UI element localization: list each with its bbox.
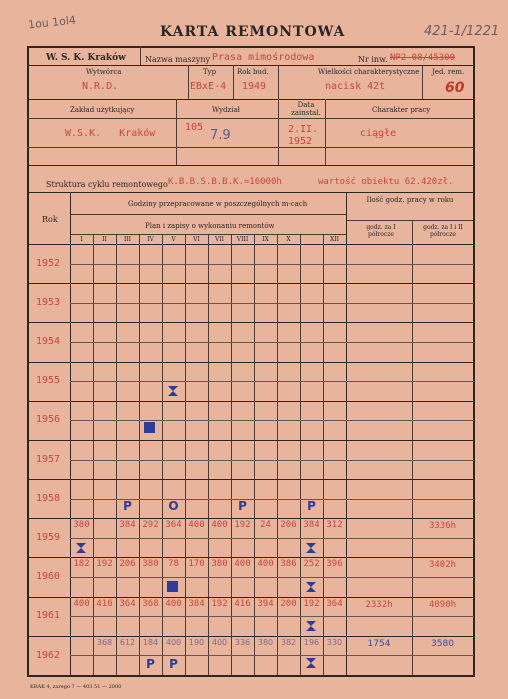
install-date-year: 1952 <box>288 136 313 147</box>
grid-line <box>70 616 474 617</box>
monthly-hours-cell: 170 <box>188 559 205 570</box>
monthly-hours-header: Godziny przepracowane w poszczególnych m-cach <box>128 200 308 208</box>
corner-handwritten-note: 1ou 1ol4 <box>27 13 77 32</box>
annual-hours: 4090h <box>428 599 457 610</box>
repair-plan-marker: P <box>238 498 247 513</box>
grid-line <box>162 234 163 675</box>
month-header: V <box>171 236 176 243</box>
monthly-hours-cell: 336 <box>234 637 251 647</box>
monthly-hours-cell: 190 <box>188 637 205 647</box>
work-type-value: ciągłe <box>360 128 397 139</box>
monthly-hours-cell: 400 <box>257 559 274 570</box>
grid-line <box>254 234 255 675</box>
monthly-hours-cell: 400 <box>165 598 182 609</box>
grid-line <box>70 303 474 304</box>
grid-line <box>185 234 186 675</box>
grid-line <box>27 557 474 558</box>
grid-line <box>27 440 474 441</box>
build-year-value: 1949 <box>242 81 267 92</box>
year-label: 1962 <box>36 649 61 661</box>
overhaul-marker-icon <box>305 581 317 593</box>
month-header: I <box>80 236 83 243</box>
month-header: III <box>123 236 132 243</box>
monthly-hours-cell: 416 <box>234 598 251 609</box>
year-label: 1960 <box>36 571 61 583</box>
monthly-hours-cell: 192 <box>234 520 251 531</box>
monthly-hours-cell: 368 <box>96 637 113 647</box>
month-header: VII <box>214 236 225 243</box>
grid-line <box>70 538 474 539</box>
grid-line <box>70 381 474 382</box>
grid-line <box>231 234 232 675</box>
monthly-hours-cell: 400 <box>165 637 182 647</box>
monthly-hours-cell: 416 <box>96 598 113 609</box>
grid-line <box>70 655 474 656</box>
repair-plan-marker: P <box>169 657 178 672</box>
grid-line <box>27 597 474 598</box>
monthly-hours-cell: 380 <box>211 559 228 570</box>
grid-line <box>27 283 474 284</box>
grid-line <box>27 479 474 480</box>
grid-line <box>70 460 474 461</box>
grid-line <box>27 401 474 402</box>
grid-line <box>27 518 474 519</box>
year-label: 1957 <box>36 453 61 465</box>
first-half-hours: 2332h <box>365 599 393 610</box>
month-header: II <box>102 236 107 243</box>
monthly-hours-cell: 364 <box>119 598 136 609</box>
grid-line <box>116 234 117 675</box>
type-value: EBxE-4 <box>190 81 227 92</box>
machine-name-value: Prasa mimośrodowa <box>212 52 315 63</box>
repair-plan-marker: P <box>123 498 132 513</box>
year-label: 1953 <box>36 296 61 308</box>
monthly-hours-cell: 192 <box>303 598 320 609</box>
repair-plan-header: Plan i zapisy o wykonaniu remontów <box>145 222 275 230</box>
month-header: XII <box>329 236 339 243</box>
overhaul-marker-icon <box>167 385 179 397</box>
type-label: Typ <box>203 68 217 76</box>
monthly-hours-cell: 182 <box>73 559 90 570</box>
monthly-hours-cell: 330 <box>326 637 343 647</box>
medium-repair-marker-icon <box>144 422 155 433</box>
inventory-value: NP2-08/45300 <box>390 53 456 63</box>
red-pencil-number: 60 <box>445 80 465 96</box>
month-header: IV <box>147 236 154 243</box>
grid-line <box>27 675 474 676</box>
monthly-hours-cell: 364 <box>326 598 343 609</box>
monthly-hours-cell: 184 <box>142 637 159 647</box>
printer-footer: KRAK 4, zarego 7 — 403 51 — 2000 <box>30 684 122 690</box>
overhaul-marker-icon <box>305 657 317 669</box>
cycle-structure-label: Struktura cyklu remontowego <box>46 180 168 189</box>
repair-plan-marker: P <box>307 498 316 513</box>
grid-line <box>27 636 474 637</box>
grid-line <box>208 234 209 675</box>
monthly-hours-cell: 394 <box>257 598 274 609</box>
grid-line <box>70 577 474 578</box>
monthly-hours-cell: 312 <box>326 520 343 531</box>
plant-label: Zakład użytkujący <box>70 106 135 114</box>
monthly-hours-cell: 206 <box>280 520 297 531</box>
month-header: VIII <box>236 236 249 243</box>
grid-line <box>300 234 301 675</box>
grid-line <box>93 234 94 675</box>
work-type-label: Charakter pracy <box>372 106 431 114</box>
monthly-hours-cell: 364 <box>165 520 182 531</box>
monthly-hours-cell: 384 <box>119 520 136 531</box>
grid-line <box>70 264 474 265</box>
monthly-hours-cell: 206 <box>119 559 136 570</box>
unit-label: Jed. rem. <box>432 68 465 76</box>
monthly-hours-cell: 200 <box>280 598 297 609</box>
overhaul-marker-icon <box>75 542 87 554</box>
install-date-day: 2.II. <box>288 124 319 135</box>
monthly-hours-cell: 396 <box>326 559 343 570</box>
monthly-hours-cell: 192 <box>96 559 113 570</box>
params-label: Wielkości charakterystyczne <box>318 68 420 76</box>
plant-value: W.S.K. Kraków <box>65 128 156 139</box>
month-header: X <box>286 236 291 243</box>
monthly-hours-cell: 612 <box>119 637 136 647</box>
monthly-hours-cell: 368 <box>142 598 159 609</box>
manufacturer-label: Wytwórca <box>86 68 122 76</box>
year-label: 1955 <box>36 375 61 387</box>
monthly-hours-cell: 380 <box>142 559 159 570</box>
monthly-hours-cell: 400 <box>234 559 251 570</box>
company-name: W. S. K. Kraków <box>46 53 126 63</box>
monthly-hours-cell: 380 <box>257 637 274 647</box>
monthly-hours-cell: 400 <box>211 520 228 531</box>
annual-hours: 3580 <box>431 638 454 649</box>
grid-line <box>27 362 474 363</box>
grid-line <box>323 234 324 675</box>
overhaul-marker-icon <box>305 620 317 632</box>
monthly-hours-cell: 252 <box>303 559 320 570</box>
month-header: IX <box>262 236 269 243</box>
year-label: 1954 <box>36 336 61 348</box>
first-half-header: godz. za I półrocze <box>366 224 396 238</box>
annual-hours: 3336h <box>428 521 457 532</box>
monthly-hours-cell: 380 <box>73 520 90 531</box>
manufacturer-value: N.R.D. <box>82 81 119 92</box>
object-value: wartość obiektu 62.420zł. <box>318 177 454 187</box>
monthly-hours-cell: 384 <box>188 598 205 609</box>
month-header: VI <box>193 236 200 243</box>
machine-name-label: Nazwa maszyny <box>145 55 211 64</box>
monthly-hours-cell: 78 <box>168 559 179 570</box>
monthly-hours-cell: 24 <box>260 520 271 531</box>
department-value: 105 <box>185 122 204 133</box>
medium-repair-marker-icon <box>167 581 178 592</box>
annual-hours: 3402h <box>428 560 457 571</box>
monthly-hours-cell: 400 <box>211 637 228 647</box>
monthly-hours-cell: 400 <box>188 520 205 531</box>
install-date-label: Data zainstal. <box>291 101 321 117</box>
inventory-label: Nr inw. <box>358 55 388 64</box>
department-handwritten: 7.9 <box>210 128 231 143</box>
monthly-hours-cell: 292 <box>142 520 159 531</box>
grid-line <box>277 234 278 675</box>
cycle-structure-value: K.B.B.S.B.B.K.=16000h <box>168 177 282 187</box>
annual-hours-header: Ilość godz. pracy w roku <box>366 196 454 204</box>
year-column-header: Rok <box>42 215 58 224</box>
grid-line <box>27 322 474 323</box>
grid-line <box>139 234 140 675</box>
full-year-header: godz. za I i II półrocze <box>423 224 463 238</box>
year-label: 1961 <box>36 610 61 622</box>
build-year-label: Rok bud. <box>237 68 269 76</box>
grid-line <box>70 342 474 343</box>
params-value: nacisk 42t <box>325 81 386 92</box>
first-half-hours: 1754 <box>367 638 391 649</box>
year-label: 1956 <box>36 414 61 426</box>
year-label: 1958 <box>36 492 61 504</box>
year-label: 1959 <box>36 531 61 543</box>
overhaul-marker-icon <box>305 542 317 554</box>
repair-plan-marker: O <box>168 498 179 513</box>
repair-plan-marker: P <box>146 657 155 672</box>
card-title: KARTA REMONTOWA <box>160 24 346 40</box>
grid-line <box>70 420 474 421</box>
monthly-hours-cell: 386 <box>280 559 297 570</box>
monthly-hours-cell: 384 <box>303 520 320 531</box>
card-number-handwritten: 421-1/1221 <box>424 24 500 39</box>
monthly-hours-cell: 192 <box>211 598 228 609</box>
monthly-hours-cell: 196 <box>303 637 320 647</box>
monthly-hours-cell: 400 <box>73 598 90 609</box>
monthly-hours-cell: 382 <box>280 637 297 647</box>
department-label: Wydział <box>212 106 240 114</box>
year-label: 1952 <box>36 257 61 269</box>
